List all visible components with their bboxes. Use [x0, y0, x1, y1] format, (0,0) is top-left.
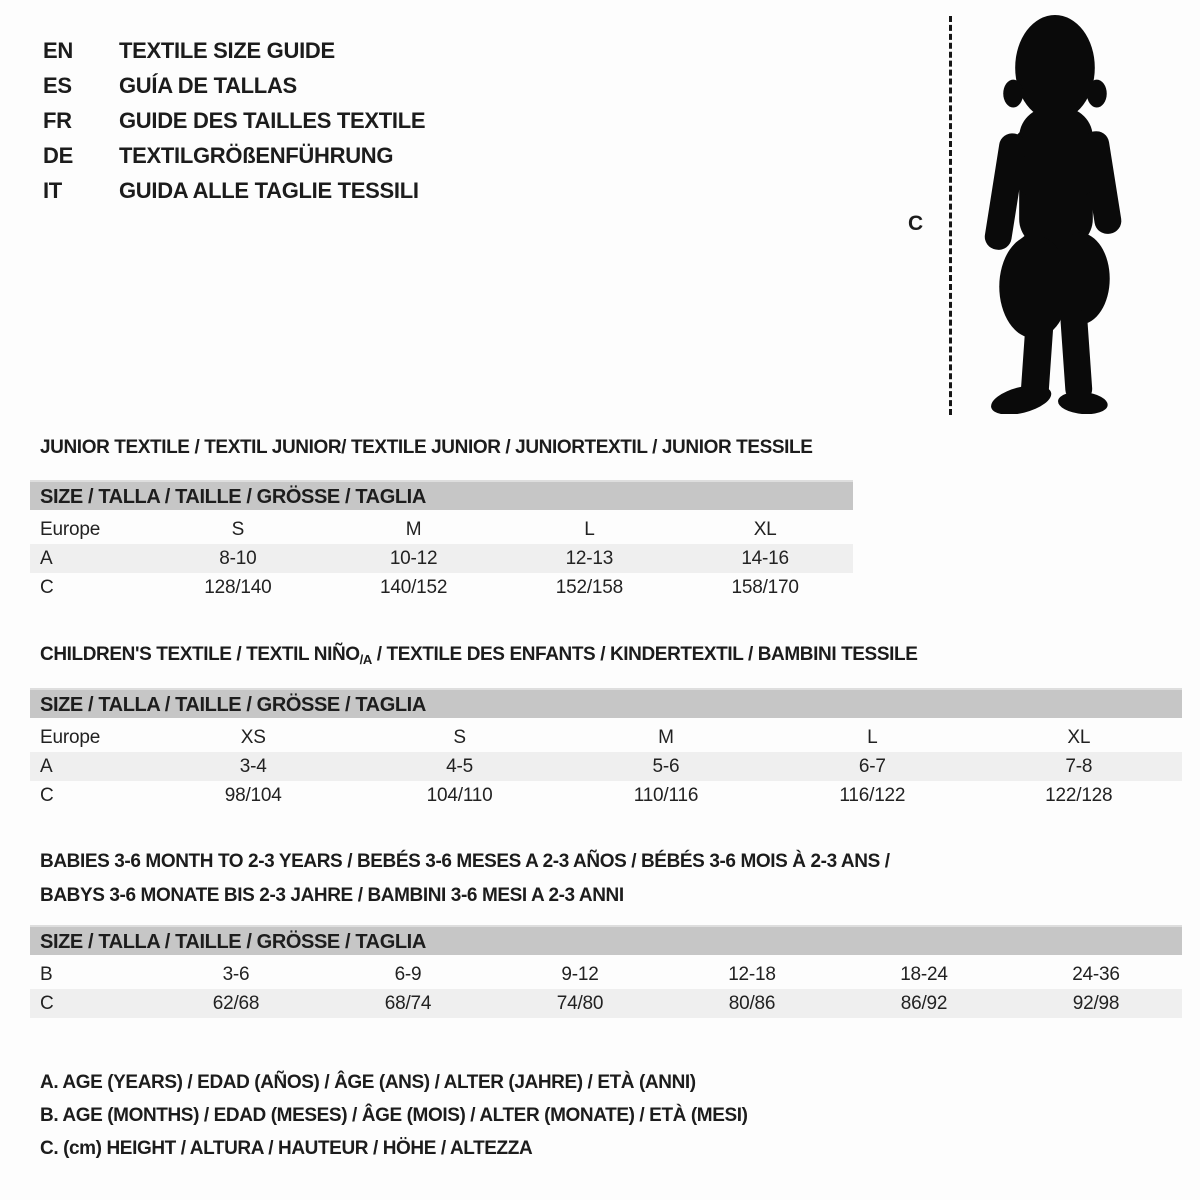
table-cell: 9-12 [561, 963, 599, 985]
table-cell: 6-9 [394, 963, 422, 985]
junior-table [30, 515, 853, 602]
language-title: TEXTILGRÖßENFÜHRUNG [119, 142, 394, 168]
row-label: Europe [40, 726, 101, 748]
table-cell: 128/140 [204, 576, 272, 598]
table-cell: 8-10 [219, 547, 257, 569]
table-cell: 122/128 [1045, 784, 1113, 806]
height-measure-dashed-line [949, 16, 952, 415]
language-title-list [43, 33, 425, 208]
table-cell: 3-6 [222, 963, 250, 985]
note-age-years: A. AGE (YEARS) / EDAD (AÑOS) / ÂGE (ANS) / ALTER (JAHRE) / ETÀ (ANNI) [40, 1072, 696, 1093]
table-cell: 92/98 [1072, 992, 1120, 1014]
language-code: DE [43, 142, 73, 168]
language-code: ES [43, 72, 72, 98]
language-code: FR [43, 107, 72, 133]
table-cell: 14-16 [741, 547, 789, 569]
table-cell: 140/152 [379, 576, 448, 598]
table-cell: M [658, 726, 674, 748]
table-row [30, 989, 1182, 1018]
table-cell: 80/86 [728, 992, 776, 1014]
language-row-es [43, 68, 425, 103]
table-cell: S [453, 726, 466, 748]
babies-heading-line1: BABIES 3-6 MONTH TO 2-3 YEARS / BEBÉS 3-6 MESES A 2-3 AÑOS / BÉBÉS 3-6 MOIS À 2-3 ANS / [40, 851, 890, 872]
table-cell: XS [240, 726, 266, 748]
children-heading-post: / TEXTILE DES ENFANTS / KINDERTEXTIL / BAMBINI TESSILE [371, 644, 918, 665]
table-cell: L [867, 726, 878, 748]
table-cell: 4-5 [446, 755, 474, 777]
table-row [30, 723, 1182, 752]
table-cell: 18-24 [900, 963, 948, 985]
table-cell: 12-18 [728, 963, 776, 985]
note-age-months: B. AGE (MONTHS) / EDAD (MESES) / ÂGE (MOIS) / ALTER (MONATE) / ETÀ (MESI) [40, 1105, 748, 1126]
table-cell: 12-13 [565, 547, 614, 569]
language-row-en [43, 33, 425, 68]
babies-heading-line2: BABYS 3-6 MONATE BIS 2-3 JAHRE / BAMBINI 3-6 MESI A 2-3 ANNI [40, 885, 624, 906]
language-title: GUIDE DES TAILLES TEXTILE [119, 107, 426, 133]
junior-size-table [30, 480, 853, 602]
row-label: C [40, 576, 54, 598]
table-cell: XL [1067, 726, 1091, 748]
table-cell: 86/92 [900, 992, 948, 1014]
language-row-de [43, 138, 425, 173]
table-cell: XL [753, 518, 777, 540]
table-cell: 10-12 [389, 547, 438, 569]
table-row [30, 752, 1182, 781]
table-cell: 116/122 [839, 784, 906, 806]
row-label: C [40, 992, 54, 1014]
table-cell: 74/80 [556, 992, 604, 1014]
table-cell: 98/104 [224, 784, 282, 806]
table-row [30, 544, 853, 573]
size-header-bar: SIZE / TALLA / TAILLE / GRÖSSE / TAGLIA [30, 688, 1182, 718]
language-row-it [43, 173, 425, 208]
language-title: GUÍA DE TALLAS [119, 72, 297, 98]
children-table [30, 723, 1182, 810]
table-cell: S [231, 518, 245, 540]
row-label: Europe [40, 518, 101, 540]
size-header-bar: SIZE / TALLA / TAILLE / GRÖSSE / TAGLIA [30, 480, 853, 510]
legend-notes [40, 1066, 748, 1165]
babies-size-table [30, 925, 1182, 1018]
language-code: EN [43, 37, 73, 63]
table-row [30, 573, 853, 602]
children-heading-pre: CHILDREN'S TEXTILE / TEXTIL NIÑO [40, 644, 360, 665]
table-row [30, 515, 853, 544]
size-header-bar: SIZE / TALLA / TAILLE / GRÖSSE / TAGLIA [30, 925, 1182, 955]
toddler-silhouette [963, 6, 1143, 414]
row-label: C [40, 784, 54, 806]
table-cell: 110/116 [633, 784, 699, 806]
note-height-cm: C. (cm) HEIGHT / ALTURA / HAUTEUR / HÖHE / ALTEZZA [40, 1138, 533, 1159]
language-code: IT [43, 177, 62, 203]
language-title: TEXTILE SIZE GUIDE [119, 37, 335, 63]
table-cell: 104/110 [426, 784, 493, 806]
table-row [30, 960, 1182, 989]
children-section-heading [40, 644, 917, 667]
table-cell: 5-6 [652, 755, 680, 777]
children-heading-sub: /A [359, 652, 372, 667]
table-cell: 6-7 [858, 755, 886, 777]
babies-table [30, 960, 1182, 1018]
babies-section-heading [40, 845, 1170, 913]
table-cell: 158/170 [731, 576, 799, 598]
language-row-fr [43, 103, 425, 138]
table-cell: M [405, 518, 422, 540]
row-label: A [40, 547, 53, 569]
table-cell: 68/74 [384, 992, 432, 1014]
junior-section-heading: JUNIOR TEXTILE / TEXTIL JUNIOR/ TEXTILE JUNIOR / JUNIORTEXTIL / JUNIOR TESSILE [40, 437, 813, 458]
table-cell: 7-8 [1065, 755, 1093, 777]
table-row [30, 781, 1182, 810]
row-label: A [40, 755, 53, 777]
table-cell: 24-36 [1072, 963, 1120, 985]
height-measure-label: C [908, 212, 924, 235]
table-cell: 3-4 [239, 755, 267, 777]
table-cell: 62/68 [212, 992, 260, 1014]
table-cell: L [584, 518, 595, 540]
children-size-table [30, 688, 1182, 810]
table-cell: 152/158 [555, 576, 624, 598]
language-title: GUIDA ALLE TAGLIE TESSILI [119, 177, 419, 203]
row-label: B [40, 963, 53, 985]
